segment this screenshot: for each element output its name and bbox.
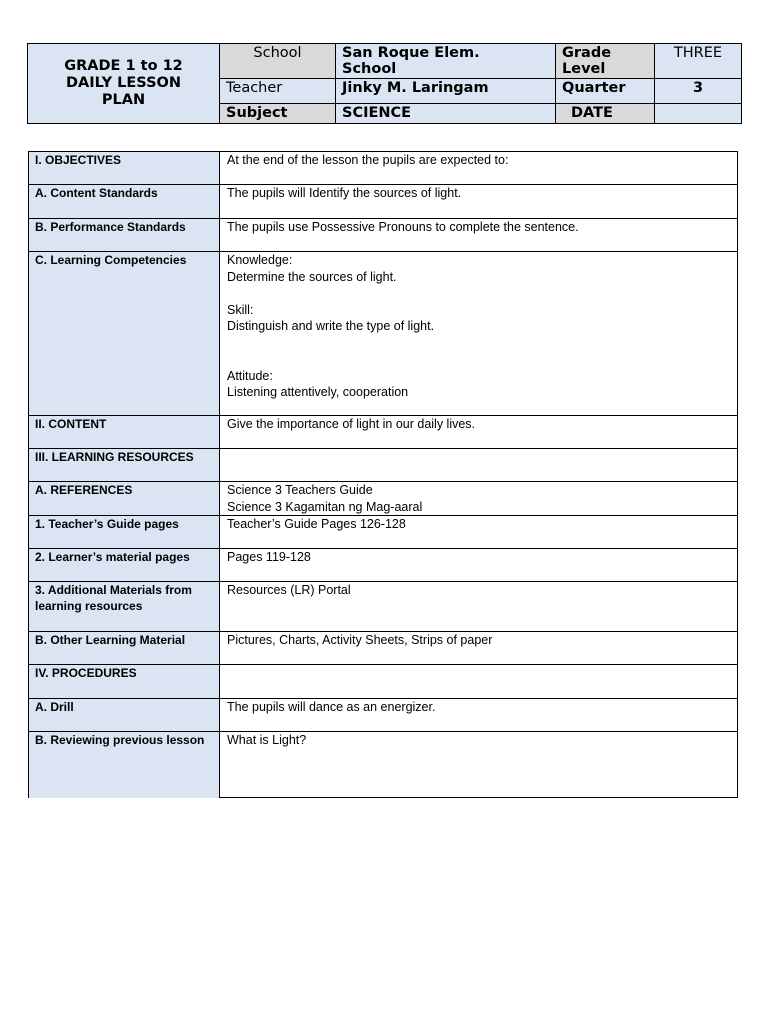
row-label-line: B. Reviewing previous lesson (35, 733, 205, 747)
row-label-line: 2. Learner’s material pages (35, 550, 190, 564)
row-value (221, 185, 737, 218)
table-row-learners-material-pages (29, 549, 737, 582)
row-label-line: II. CONTENT (35, 417, 107, 431)
row-label (29, 632, 220, 664)
table-row-learning-competencies (29, 252, 737, 416)
row-value (221, 219, 737, 251)
date-label: DATE (556, 104, 654, 123)
row-label (29, 416, 220, 448)
table-row-learning-resources (29, 449, 737, 482)
row-value-line: Pictures, Charts, Activity Sheets, Strips of paper (227, 633, 493, 647)
row-value-line: Distinguish and write the type of light. (227, 319, 435, 333)
row-value-line: Give the importance of light in our daily lives. (227, 417, 476, 431)
table-row-reviewing-previous-lesson (29, 732, 737, 798)
header-divider (219, 78, 741, 79)
header-divider (219, 103, 741, 104)
row-label (29, 482, 220, 515)
table-row-content-standards (29, 185, 737, 219)
table-row-performance-standards (29, 219, 737, 252)
row-label (29, 732, 220, 798)
row-label-line: I. OBJECTIVES (35, 153, 122, 167)
row-value-line: Science 3 Kagamitan ng Mag-aaral (227, 499, 423, 514)
subject-label: Subject (220, 104, 335, 123)
row-label-line: B. Performance Standards (35, 220, 186, 234)
table-row-content (29, 416, 737, 449)
lesson-plan-table (28, 151, 738, 798)
row-label-line: C. Learning Competencies (35, 253, 187, 267)
row-label-line: IV. PROCEDURES (35, 666, 137, 680)
row-value-line: The pupils will Identify the sources of light. (227, 186, 462, 200)
row-value (221, 416, 737, 448)
table-row-drill (29, 699, 737, 732)
row-label-line: A. REFERENCES (35, 483, 133, 497)
row-value-line (227, 335, 731, 352)
grade-level-value: THREE (655, 44, 741, 78)
title-line: GRADE 1 to 12 (64, 58, 183, 74)
row-value-line: What is Light? (227, 733, 307, 747)
grade-level-label-line: Grade (562, 45, 612, 61)
table-row-additional-materials (29, 582, 737, 632)
school-label: School (220, 44, 335, 78)
row-value-line: Pages 119-128 (227, 550, 311, 564)
row-label (29, 219, 220, 251)
row-label (29, 665, 220, 698)
row-label-line: learning resources (35, 599, 143, 613)
row-value (221, 732, 737, 798)
teacher-value: Jinky M. Laringam (336, 79, 555, 103)
row-value (221, 665, 737, 698)
row-value-line: Knowledge: (227, 253, 293, 267)
lesson-plan-header (27, 43, 742, 124)
row-value-line: Listening attentively, cooperation (227, 385, 409, 399)
row-label-line: A. Content Standards (35, 186, 158, 200)
school-value-line: San Roque Elem. (342, 45, 480, 61)
row-label (29, 185, 220, 218)
header-divider (335, 44, 336, 123)
row-value (221, 632, 737, 664)
table-row-objectives (29, 152, 737, 185)
row-value-line: Skill: (227, 302, 254, 317)
header-divider (654, 44, 655, 123)
row-value (221, 516, 737, 548)
row-label (29, 152, 220, 184)
quarter-label: Quarter (556, 79, 654, 103)
table-row-teachers-guide-pages (29, 516, 737, 549)
row-label (29, 449, 220, 481)
row-label-line: III. LEARNING RESOURCES (35, 450, 194, 464)
table-row-procedures (29, 665, 737, 699)
grade-level-label-line: Level (562, 61, 606, 77)
row-label-line: 1. Teacher’s Guide pages (35, 517, 179, 531)
grade-level-label (556, 44, 654, 78)
row-value-line: Science 3 Teachers Guide (227, 483, 373, 497)
row-label (29, 252, 220, 415)
row-value-line: The pupils use Possessive Pronouns to complete the sentence. (227, 220, 579, 234)
row-value (221, 482, 737, 515)
row-label (29, 699, 220, 731)
title-line: PLAN (101, 92, 146, 108)
subject-value: SCIENCE (336, 104, 555, 123)
row-label-line: B. Other Learning Material (35, 633, 186, 647)
row-value-line (227, 351, 731, 368)
row-value-line: Determine the sources of light. (227, 269, 397, 284)
row-value-line: Attitude: (227, 368, 273, 383)
document-title (28, 44, 219, 123)
row-value (221, 449, 737, 481)
quarter-value: 3 (655, 79, 741, 103)
row-value (221, 152, 737, 184)
table-row-references (29, 482, 737, 516)
row-label (29, 549, 220, 581)
table-row-other-learning-material (29, 632, 737, 665)
row-label (29, 516, 220, 548)
row-value-line: Resources (LR) Portal (227, 583, 351, 597)
school-value-line: School (342, 61, 397, 77)
row-value-line: At the end of the lesson the pupils are expected to: (227, 153, 509, 167)
row-value-line (227, 449, 731, 466)
row-label-line: 3. Additional Materials from (35, 583, 192, 597)
row-value (221, 252, 737, 415)
row-value (221, 699, 737, 731)
row-value-line (227, 285, 731, 302)
header-divider (555, 44, 556, 123)
row-label (29, 582, 220, 631)
row-value-line (227, 665, 731, 682)
row-label-line: A. Drill (35, 700, 74, 714)
row-value-line: Teacher’s Guide Pages 126-128 (227, 517, 406, 531)
school-value (336, 44, 555, 78)
row-value (221, 582, 737, 631)
header-divider (219, 44, 220, 123)
row-value-line: The pupils will dance as an energizer. (227, 700, 436, 714)
date-value (655, 104, 741, 123)
title-line: DAILY LESSON (65, 75, 181, 91)
row-value (221, 549, 737, 581)
teacher-label: Teacher (220, 79, 335, 103)
